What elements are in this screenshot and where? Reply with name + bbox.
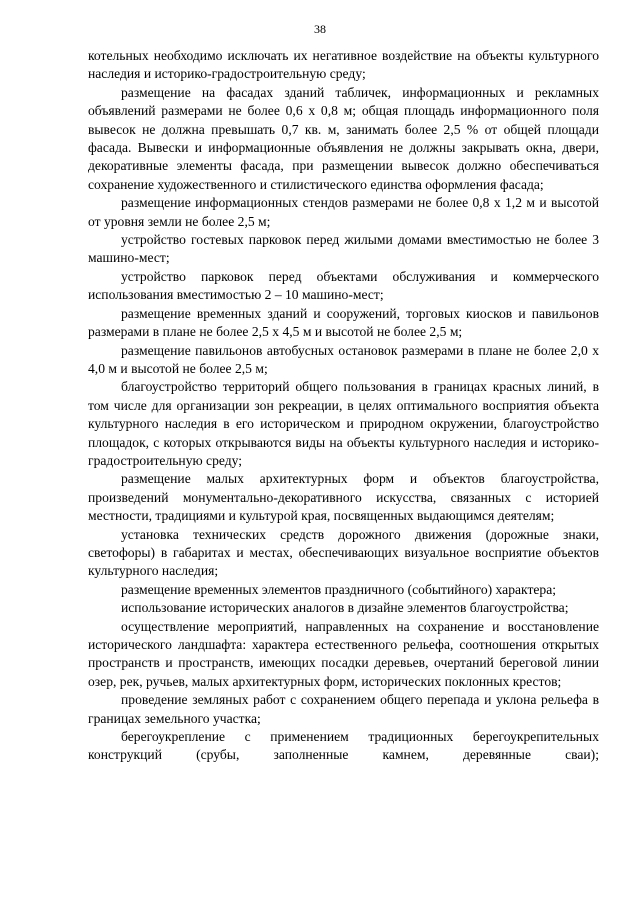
paragraph: благоустройство территорий общего пользования в границах красных линий, в том числе для организации зон рекреации, в целях оптимального восприятия объекта культурного наследия в его историческом и природном окружении, благоустройство площадок, с которых открываются виды на объекты культурного наследия и историко-градостроительную среду; bbox=[88, 379, 599, 468]
paragraph: размещение временных зданий и сооружений, торговых киосков и павильонов размерами в плане не более 2,5 х 4,5 м и высотой не более 2,5 м; bbox=[88, 305, 599, 340]
paragraph: проведение земляных работ с сохранением общего перепада и уклона рельефа в границах земельного участка; bbox=[88, 692, 599, 726]
paragraph: размещение малых архитектурных форм и объектов благоустройства, произведений монументально-декоративного искусства, связанных с историей местности, традициями и культурой края, посвященных выдающимся деятелям; bbox=[88, 471, 599, 524]
paragraph: размещение временных элементов праздничного (событийного) характера; bbox=[121, 581, 557, 597]
paragraph: размещение на фасадах зданий табличек, информационных и рекламных объявлений размерами не более 0,6 х 0,8 м; общая площадь информационного поля вывесок не должна превышать 0,7 кв. м, занимать более 2,5 % от общей площади фасада. Вывески и информационные объявления не должны закрывать окна, двери, декоративные элементы фасада, при размещении вывесок должно обеспечиваться сохранение художественного и стилистического единства оформления фасада; bbox=[88, 84, 599, 192]
page-number: 38 bbox=[314, 22, 326, 36]
document-body bbox=[88, 47, 599, 765]
paragraph: осуществление мероприятий, направленных на сохранение и восстановление исторического ландшафта: характера естественного рельефа, соотношения открытых пространств и пространств, имеющих посадки деревьев, очертаний береговой линии озер, рек, ручьев, малых архитектурных форм, исторических поклонных крестов; bbox=[88, 618, 599, 689]
paragraph: берегоукрепление с применением традиционных берегоукрепительных конструкций (срубы, заполненные камнем, деревянные сваи); bbox=[88, 729, 599, 763]
paragraph: устройство парковок перед объектами обслуживания и коммерческого использования вместимостью 2 – 10 машино-мест; bbox=[88, 268, 599, 303]
paragraph: размещение информационных стендов размерами не более 0,8 х 1,2 м и высотой от уровня земли не более 2,5 м; bbox=[88, 195, 599, 229]
paragraph: размещение павильонов автобусных остановок размерами в плане не более 2,0 х 4,0 м и высотой не более 2,5 м; bbox=[88, 342, 599, 376]
paragraph: котельных необходимо исключать их негативное воздействие на объекты культурного наследия и историко-градостроительную среду; bbox=[88, 48, 599, 82]
paragraph: устройство гостевых парковок перед жилыми домами вместимостью не более 3 машино-мест; bbox=[88, 232, 599, 266]
paragraph: установка технических средств дорожного движения (дорожные знаки, светофоры) в габаритах и местах, обеспечивающих визуальное восприятие объектов культурного наследия; bbox=[88, 526, 599, 579]
paragraph: использование исторических аналогов в дизайне элементов благоустройства; bbox=[121, 600, 569, 616]
